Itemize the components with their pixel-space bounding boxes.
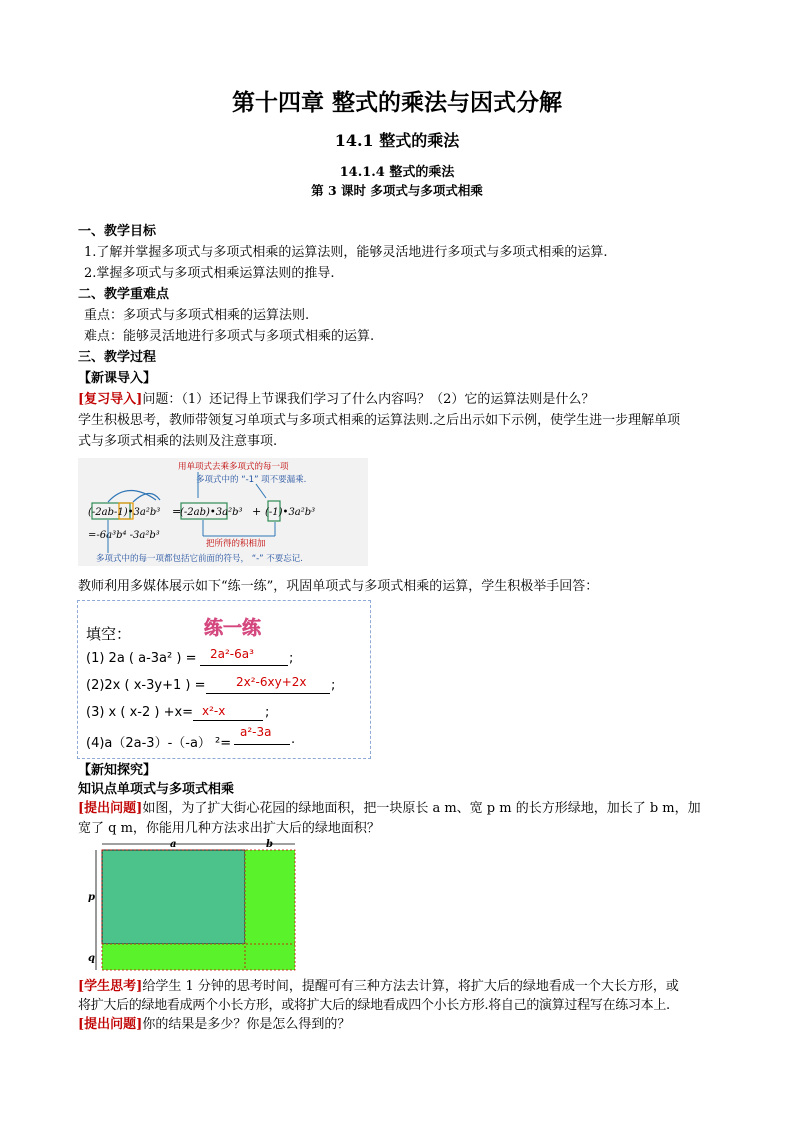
label-b: b [266, 839, 273, 850]
para2: 教师利用多媒体展示如下“练一练”，巩固单项式与多项式相乘的运算，学生积极举手回答： [78, 579, 599, 594]
key-point: 重点：多项式与多项式相乘的运算法则. [84, 308, 310, 323]
garden-figure-svg [80, 836, 302, 972]
expr-plus: + [252, 505, 262, 518]
area-bq [245, 944, 295, 970]
process-heading: 三、教学过程 [78, 350, 157, 365]
practice-figure [77, 600, 371, 759]
lesson-title: 第 3 课时 多项式与多项式相乘 [311, 183, 483, 198]
ask-text1: 如图，为了扩大街心花园的绿地面积，把一块原长 a m、宽 p m 的长方形绿地，加长了 b m，加 [142, 801, 701, 816]
think-text1: 给学生 1 分钟的思考时间，提醒可有三种方法去计算，将扩大后的绿地看成一个大长方形，或 [142, 979, 679, 994]
area-ap [102, 850, 245, 944]
goal-1: 1.了解并掌握多项式与多项式相乘的运算法则，能够灵活地进行多项式与多项式相乘的运算. [84, 245, 608, 260]
fill-label: 填空： [86, 625, 132, 643]
note-bottom: 多项式中的每一项都包括它前面的符号， “-” 不要忘记. [96, 554, 303, 564]
q2: (2)2x ( x-3y+1 ) = [86, 678, 206, 693]
note-top1: 用单项式去乘多项式的每一项 [178, 462, 289, 472]
chapter-title: 第十四章 整式的乘法与因式分解 [231, 89, 562, 116]
label-p: p [88, 892, 95, 903]
think-line2: 将扩大后的绿地看成两个小长方形，或将扩大后的绿地看成四个小长方形.将自己的演算过程写在练习本上. [78, 998, 670, 1013]
a1: 2a²-6a³ [210, 647, 254, 661]
semi-1: ; [289, 651, 294, 666]
area-bp [245, 850, 295, 944]
difficulty: 难点：能够灵活地进行多项式与多项式相乘的运算. [84, 329, 375, 344]
dot-4: . [291, 732, 296, 747]
q4: (4)a（2a-3）-（-a） ²= [86, 736, 232, 751]
ask2-text: 你的结果是多少？你是怎么得到的？ [142, 1017, 351, 1032]
a2: 2x²-6xy+2x [236, 675, 307, 689]
para1-line1: 学生积极思考，教师带领复习单项式与多项式相乘的运算法则.之后出示如下示例，使学生进一步理解单项 [78, 413, 681, 428]
semi-2: ; [331, 678, 336, 693]
garden-figure [80, 836, 302, 972]
a4: a²-3a [240, 725, 272, 739]
q1: (1) 2a ( a-3a² ) = [86, 651, 197, 666]
para1-line2: 式与多项式相乘的法则及注意事项. [78, 434, 278, 449]
review-text: 问题：（1）还记得上节课我们学习了什么内容吗？（2）它的运算法则是什么？ [142, 392, 595, 407]
area-aq [102, 944, 245, 970]
ask-tag: [提出问题] [78, 801, 143, 816]
ask2-tag: [提出问题] [78, 1017, 143, 1032]
note-mid: 把所得的积相加 [206, 539, 266, 549]
knowledge-heading: 知识点单项式与多项式相乘 [78, 782, 235, 797]
ask-line2: 宽了 q m，你能用几种方法求出扩大后的绿地面积？ [78, 821, 380, 836]
ask-line1 [78, 799, 728, 819]
expr-left: (-2ab-1)•3a²b³ [88, 507, 161, 518]
explore-heading: 【新知探究】 [78, 763, 157, 778]
practice-badge: 练一练 [204, 617, 262, 639]
expr-result: =-6a³b⁴ -3a²b³ [88, 530, 160, 541]
label-a: a [170, 839, 177, 850]
ask2-line [78, 1015, 728, 1035]
think-tag: [学生思考] [78, 979, 143, 994]
expr-term2: (-1)•3a²b³ [265, 507, 316, 518]
example-figure [78, 458, 368, 566]
section-title: 14.1 整式的乘法 [334, 131, 460, 150]
new-lesson-heading: 【新课导入】 [78, 371, 157, 386]
label-q: q [88, 953, 95, 964]
note-top2: 多项式中的 “-1” 项不要漏乘. [196, 475, 307, 485]
expr-eq: = [172, 505, 182, 518]
expr-term1: (-2ab)•3a²b³ [180, 507, 243, 518]
goal-2: 2.掌握多项式与多项式相乘运算法则的推导. [84, 266, 335, 281]
review-tag: [复习导入] [78, 392, 143, 407]
example-figure-svg [78, 458, 368, 566]
q3: (3) x ( x-2 ) +x= [86, 705, 194, 720]
semi-3: ; [265, 705, 270, 720]
think-line1 [78, 977, 728, 997]
subsection-title: 14.1.4 整式的乘法 [339, 165, 455, 180]
review-line [78, 390, 728, 410]
a3: x²-x [202, 704, 226, 718]
goals-heading: 一、教学目标 [78, 224, 157, 239]
keypoints-heading: 二、教学重难点 [78, 287, 170, 302]
